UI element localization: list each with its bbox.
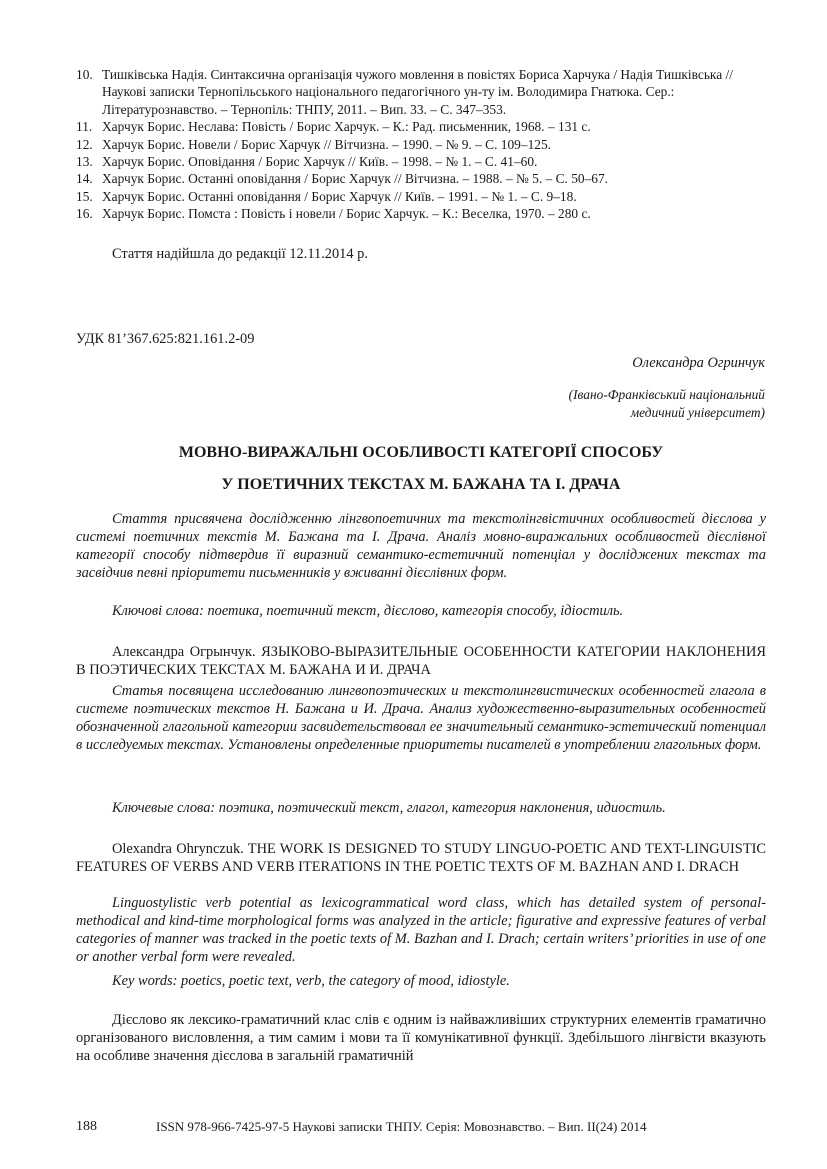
- russian-summary-heading: Александра Огрынчук. ЯЗЫКОВО-ВЫРАЗИТЕЛЬНЫЕ ОСОБЕННОСТИ КАТЕГОРИИ НАКЛОНЕНИЯ В ПОЭТИЧЕСКИХ ТЕКСТАХ М. БАЖАНА И И. ДРАЧА: [76, 644, 766, 678]
- reference-text: Харчук Борис. Помста : Повість і новели / Борис Харчук. – К.: Веселка, 1970. – 280 с.: [102, 206, 591, 222]
- udk-code: УДК 81’367.625:821.161.2-09: [76, 331, 255, 347]
- keywords-ukrainian: Ключові слова: поетика, поетичний текст, дієслово, категорія способу, ідіостиль.: [112, 603, 624, 619]
- reference-item: [76, 170, 766, 187]
- reference-item: [76, 118, 766, 135]
- english-summary-heading: Olexandra Ohrynczuk. THE WORK IS DESIGNED TO STUDY LINGUO-POETIC AND TEXT-LINGUISTIC FEATURES OF VERBS AND VERB ITERATIONS IN THE POETIC TEXTS OF M. BAZHAN AND I. DRACH: [76, 841, 766, 875]
- reference-text: Харчук Борис. Останні оповідання / Борис Харчук // Вітчизна. – 1988. – № 5. – С. 50–67.: [102, 171, 609, 187]
- page-number: 188: [76, 1119, 97, 1134]
- reference-text: Харчук Борис. Останні оповідання / Борис Харчук // Київ. – 1991. – № 1. – С. 9–18.: [102, 188, 577, 204]
- reference-item: [76, 136, 766, 153]
- reference-item: [76, 153, 766, 170]
- article-title-line1: МОВНО-ВИРАЖАЛЬНІ ОСОБЛИВОСТІ КАТЕГОРІЇ СПОСОБУ: [178, 444, 664, 461]
- reference-number: 16.: [76, 206, 93, 222]
- affiliation-line: медичний університет): [630, 405, 765, 420]
- reference-number: 15.: [76, 188, 93, 204]
- reference-text: Харчук Борис. Оповідання / Борис Харчук // Київ. – 1998. – № 1. – С. 41–60.: [102, 154, 538, 170]
- affiliation-line: (Івано-Франківський національний: [568, 387, 765, 402]
- abstract-ukrainian: Стаття присвячена дослідженню лінгвопоетичних та текстолінгвістичних особливостей дієслова у системі поетичних текстів М. Бажана та І. Драча. Аналіз мовно-виражальних особливостей дієслівної категорії способу підтвердив її виразний семантико-естетичний потенціал у досліджених текстах та засвідчив певні пріоритети письменників у вживанні дієслівних форм.: [76, 511, 766, 581]
- journal-issn-line: ISSN 978-966-7425-97-5 Наукові записки ТНПУ. Серія: Мовознавство. – Вип. ІІ(24) 2014: [156, 1119, 647, 1134]
- reference-number: 14.: [76, 171, 93, 187]
- reference-number: 13.: [76, 154, 93, 170]
- author-affiliation: [569, 386, 765, 422]
- reference-text: Харчук Борис. Неслава: Повість / Борис Харчук. – К.: Рад. письменник, 1968. – 131 с.: [102, 119, 591, 135]
- abstract-english: Linguostylistic verb potential as lexicogrammatical word class, which has detailed system of personal-methodical and kind-time morphological forms was analyzed in the article; figurative and expressive features of verbal categories of manner was tracked in the poetic texts of M. Bazhan and I. Drach; certain writers’ priorities in use of one or another verbal form were revealed.: [76, 895, 766, 965]
- article-title-line2: У ПОЕТИЧНИХ ТЕКСТАХ М. БАЖАНА ТА І. ДРАЧА: [221, 476, 621, 493]
- received-note: Стаття надійшла до редакції 12.11.2014 р.: [112, 246, 368, 262]
- abstract-russian: Статья посвящена исследованию лингвопоэтических и текстолингвистических особенностей глагола в системе поэтических текстов Н. Бажана и И. Драча. Анализ художественно-выразительных особенностей обозначенной глагольной категории засвидетельствовал ее значительный семантико-эстетический потенциал в исследуемых текстах. Установлены определенные приоритеты писателей в употреблении глагольных форм.: [76, 683, 766, 753]
- reference-item: [76, 66, 766, 118]
- reference-item: [76, 205, 766, 222]
- reference-number: 10.: [76, 67, 93, 82]
- reference-item: [76, 188, 766, 205]
- author-name: Олександра Огринчук: [632, 355, 765, 371]
- keywords-russian: Ключевые слова: поэтика, поэтический текст, глагол, категория наклонения, идиостиль.: [112, 800, 666, 816]
- reference-list: [76, 66, 766, 223]
- body-paragraph: Дієслово як лексико-граматичний клас слів є одним із найважливіших структурних елементів граматично організованого висловлення, а тим самим і мови та її комунікативної функції. Здебільшого лінгвісти вказують на особливе значення дієслова в загальній граматичній: [76, 1012, 766, 1064]
- reference-number: 12.: [76, 136, 93, 152]
- reference-number: 11.: [76, 119, 93, 135]
- reference-text: Харчук Борис. Новели / Борис Харчук // Вітчизна. – 1990. – № 9. – С. 109–125.: [102, 136, 552, 152]
- keywords-english: Key words: poetics, poetic text, verb, the category of mood, idiostyle.: [112, 973, 510, 989]
- reference-text: Тишківська Надія. Синтаксична організація чужого мовлення в повістях Бориса Харчука / Надія Тишківська // Наукові записки Тернопільського національного педагогічного ун-ту ім. Володимира Гнатюка. Сер.: Літературознавство. – Тернопіль: ТНПУ, 2011. – Вип. 33. – С. 347–353.: [102, 67, 733, 117]
